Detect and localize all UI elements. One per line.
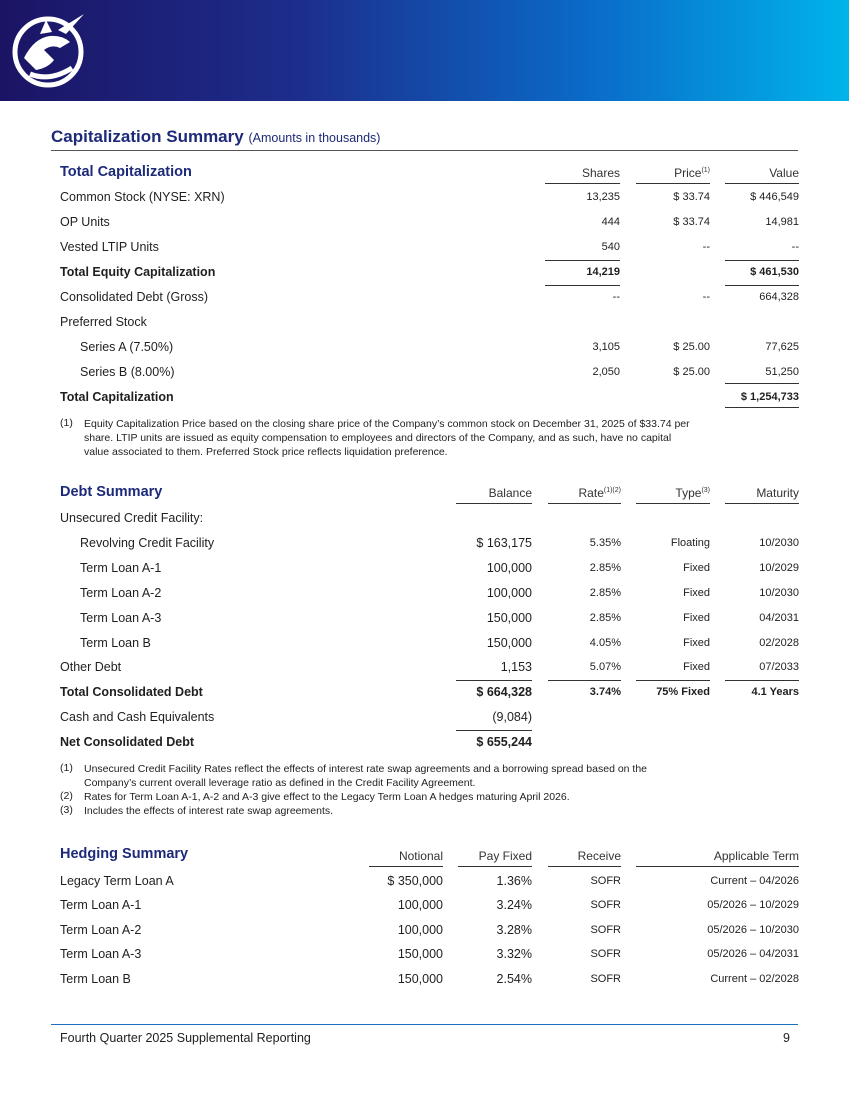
hedge-row-term: Current – 02/2028 — [710, 973, 799, 985]
cap-row-price: $ 33.74 — [673, 216, 710, 228]
cap-row-value: 664,328 — [759, 291, 799, 303]
cap-row-price: $ 25.00 — [673, 341, 710, 353]
hedge-row-pay: 2.54% — [496, 972, 532, 986]
cap-row-label: Consolidated Debt (Gross) — [60, 290, 208, 304]
hedge-col-notional: Notional — [398, 849, 443, 863]
debt-row-maturity: 04/2031 — [759, 612, 799, 624]
debt-heading: Debt Summary — [60, 484, 163, 500]
cap-col-price: Price$^{(1)}$ — [674, 166, 710, 180]
hedge-row-notional: 150,000 — [397, 972, 443, 986]
hedge-row-label: Term Loan A-3 — [60, 947, 142, 961]
hedge-col-term: Applicable Term — [713, 849, 799, 863]
hedge-row-label: Term Loan A-2 — [60, 923, 142, 937]
cap-row-value: $ 446,549 — [750, 191, 799, 203]
debt-row-type: Fixed — [683, 587, 710, 599]
hedge-row-notional: 100,000 — [397, 923, 443, 937]
debt-col-type: Type$^{(3)}$ — [675, 486, 710, 500]
cap-row-shares: 540 — [601, 241, 620, 253]
footnote-number: (3) — [60, 804, 73, 816]
debt-row-type: Fixed — [683, 661, 710, 673]
header-banner — [0, 0, 849, 101]
debt-row-rate: 5.07% — [589, 661, 621, 673]
debt-row-balance: 150,000 — [486, 636, 532, 650]
footnote-number: (1) — [60, 417, 73, 429]
page-subtitle: (Amounts in thousands) — [248, 131, 381, 145]
debt-row-maturity: 07/2033 — [759, 661, 799, 673]
debt-row-rate: 4.05% — [589, 637, 621, 649]
hedge-row-term: 05/2026 – 10/2030 — [707, 924, 799, 936]
hedge-col-receive: Receive — [577, 849, 621, 863]
debt-row-balance: $ 655,244 — [476, 735, 532, 749]
footnote-line: share. LTIP units are issued as equity compensation to employees and directors of the Company, and as such, have no capital — [84, 432, 672, 444]
cap-row-shares: 2,050 — [592, 366, 620, 378]
footer-divider — [51, 1024, 798, 1025]
hedge-row-receive: SOFR — [590, 973, 621, 985]
company-logo-icon — [10, 8, 90, 92]
debt-col-rate: Rate$^{(1)(2)}$ — [578, 486, 621, 500]
debt-row-type: Fixed — [683, 637, 710, 649]
debt-row-balance: $ 664,328 — [476, 685, 532, 699]
debt-row-type: Floating — [670, 537, 710, 549]
footer-text: Fourth Quarter 2025 Supplemental Reporting — [60, 1031, 311, 1045]
cap-row-value: -- — [791, 241, 799, 253]
debt-row-balance: 100,000 — [486, 586, 532, 600]
debt-row-type: Fixed — [683, 562, 710, 574]
cap-row-label: Total Equity Capitalization — [60, 265, 216, 279]
hedge-row-term: Current – 04/2026 — [710, 875, 799, 887]
debt-row-label: Term Loan A-3 — [80, 611, 162, 625]
cap-row-shares: 14,219 — [586, 266, 620, 278]
debt-row-rate: 2.85% — [589, 612, 621, 624]
debt-row-type: Fixed — [683, 612, 710, 624]
footnote-line: value associated to them. Preferred Stock price reflects liquidation preference. — [84, 446, 448, 458]
cap-row-label: Series B (8.00%) — [80, 365, 175, 379]
hedge-row-label: Term Loan B — [60, 972, 131, 986]
debt-row-label: Revolving Credit Facility — [80, 536, 215, 550]
cap-row-label: Total Capitalization — [60, 390, 174, 404]
cap-row-price: -- — [702, 241, 710, 253]
debt-row-label: Other Debt — [60, 660, 122, 674]
hedge-row-receive: SOFR — [590, 899, 621, 911]
cap-row-price: $ 33.74 — [673, 191, 710, 203]
debt-row-rate: 3.74% — [589, 686, 621, 698]
debt-row-rate: 2.85% — [589, 562, 621, 574]
footnote-line: Equity Capitalization Price based on the closing share price of the Company’s common stock on December 31, 2025 of $33.74 per — [84, 418, 690, 430]
footnote-line: Rates for Term Loan A-1, A-2 and A-3 give effect to the Legacy Term Loan A hedges maturing April 2026. — [84, 791, 570, 803]
hedge-row-receive: SOFR — [590, 948, 621, 960]
debt-row-label: Term Loan B — [80, 636, 151, 650]
debt-row-rate: 5.35% — [589, 537, 621, 549]
hedge-row-receive: SOFR — [590, 924, 621, 936]
hedge-row-term: 05/2026 – 10/2029 — [707, 899, 799, 911]
debt-row-label: Term Loan A-2 — [80, 586, 162, 600]
debt-row-label: Term Loan A-1 — [80, 561, 162, 575]
cap-col-value: Value — [769, 166, 799, 180]
cap-row-price: -- — [702, 291, 710, 303]
debt-row-balance: (9,084) — [492, 710, 532, 724]
cap-heading: Total Capitalization — [60, 164, 192, 180]
cap-row-value: $ 1,254,733 — [740, 391, 799, 403]
cap-row-price: $ 25.00 — [673, 366, 710, 378]
debt-row-label: Unsecured Credit Facility: — [60, 511, 204, 525]
cap-row-label: Vested LTIP Units — [60, 240, 159, 254]
cap-row-value: 14,981 — [765, 216, 799, 228]
hedge-row-term: 05/2026 – 04/2031 — [707, 948, 799, 960]
hedge-row-pay: 3.24% — [496, 898, 532, 912]
debt-row-maturity: 10/2029 — [759, 562, 799, 574]
debt-col-balance: Balance — [488, 486, 532, 500]
cap-row-shares: -- — [612, 291, 620, 303]
debt-row-label: Net Consolidated Debt — [60, 735, 195, 749]
footnote-number: (2) — [60, 790, 73, 802]
debt-row-maturity: 10/2030 — [759, 587, 799, 599]
footnote-line: Company’s current overall leverage ratio as defined in the Credit Facility Agreement. — [84, 777, 476, 789]
debt-row-maturity: 10/2030 — [759, 537, 799, 549]
cap-row-shares: 444 — [601, 216, 620, 228]
cap-row-label: OP Units — [60, 215, 110, 229]
debt-row-label: Total Consolidated Debt — [60, 685, 203, 699]
debt-row-label: Cash and Cash Equivalents — [60, 710, 215, 724]
hedge-col-pay: Pay Fixed — [478, 849, 532, 863]
debt-row-maturity: 4.1 Years — [751, 686, 799, 698]
debt-row-type: 75% Fixed — [656, 686, 710, 698]
page-number: 9 — [783, 1031, 790, 1045]
debt-row-balance: $ 163,175 — [476, 536, 532, 550]
hedge-row-pay: 1.36% — [496, 874, 532, 888]
cap-row-shares: 13,235 — [586, 191, 620, 203]
debt-row-rate: 2.85% — [589, 587, 621, 599]
page-title: Capitalization Summary (Amounts in thousands) — [51, 127, 381, 146]
debt-row-balance: 1,153 — [500, 660, 532, 674]
cap-row-value: 77,625 — [765, 341, 799, 353]
hedge-row-notional: 100,000 — [397, 898, 443, 912]
footnote-line: Unsecured Credit Facility Rates reflect the effects of interest rate swap agreements and a borrowing spread based on the — [84, 763, 648, 775]
debt-col-maturity: Maturity — [756, 486, 799, 500]
hedge-row-notional: $ 350,000 — [387, 874, 443, 888]
footnote-line: Includes the effects of interest rate swap agreements. — [84, 805, 334, 817]
debt-row-balance: 100,000 — [486, 561, 532, 575]
footnote-number: (1) — [60, 762, 73, 774]
hedge-row-pay: 3.28% — [496, 923, 532, 937]
title-divider — [51, 150, 798, 151]
hedge-heading: Hedging Summary — [60, 846, 189, 862]
cap-row-label: Preferred Stock — [60, 315, 147, 329]
debt-row-balance: 150,000 — [486, 611, 532, 625]
debt-row-maturity: 02/2028 — [759, 637, 799, 649]
hedge-row-pay: 3.32% — [496, 947, 532, 961]
cap-row-label: Common Stock (NYSE: XRN) — [60, 190, 225, 204]
cap-row-label: Series A (7.50%) — [80, 340, 174, 354]
hedge-row-label: Legacy Term Loan A — [60, 874, 174, 888]
hedge-row-notional: 150,000 — [397, 947, 443, 961]
hedge-row-label: Term Loan A-1 — [60, 898, 142, 912]
cap-row-value: $ 461,530 — [750, 266, 799, 278]
cap-row-shares: 3,105 — [592, 341, 620, 353]
hedge-row-receive: SOFR — [590, 875, 621, 887]
cap-col-shares: Shares — [581, 166, 620, 180]
cap-row-value: 51,250 — [765, 366, 799, 378]
